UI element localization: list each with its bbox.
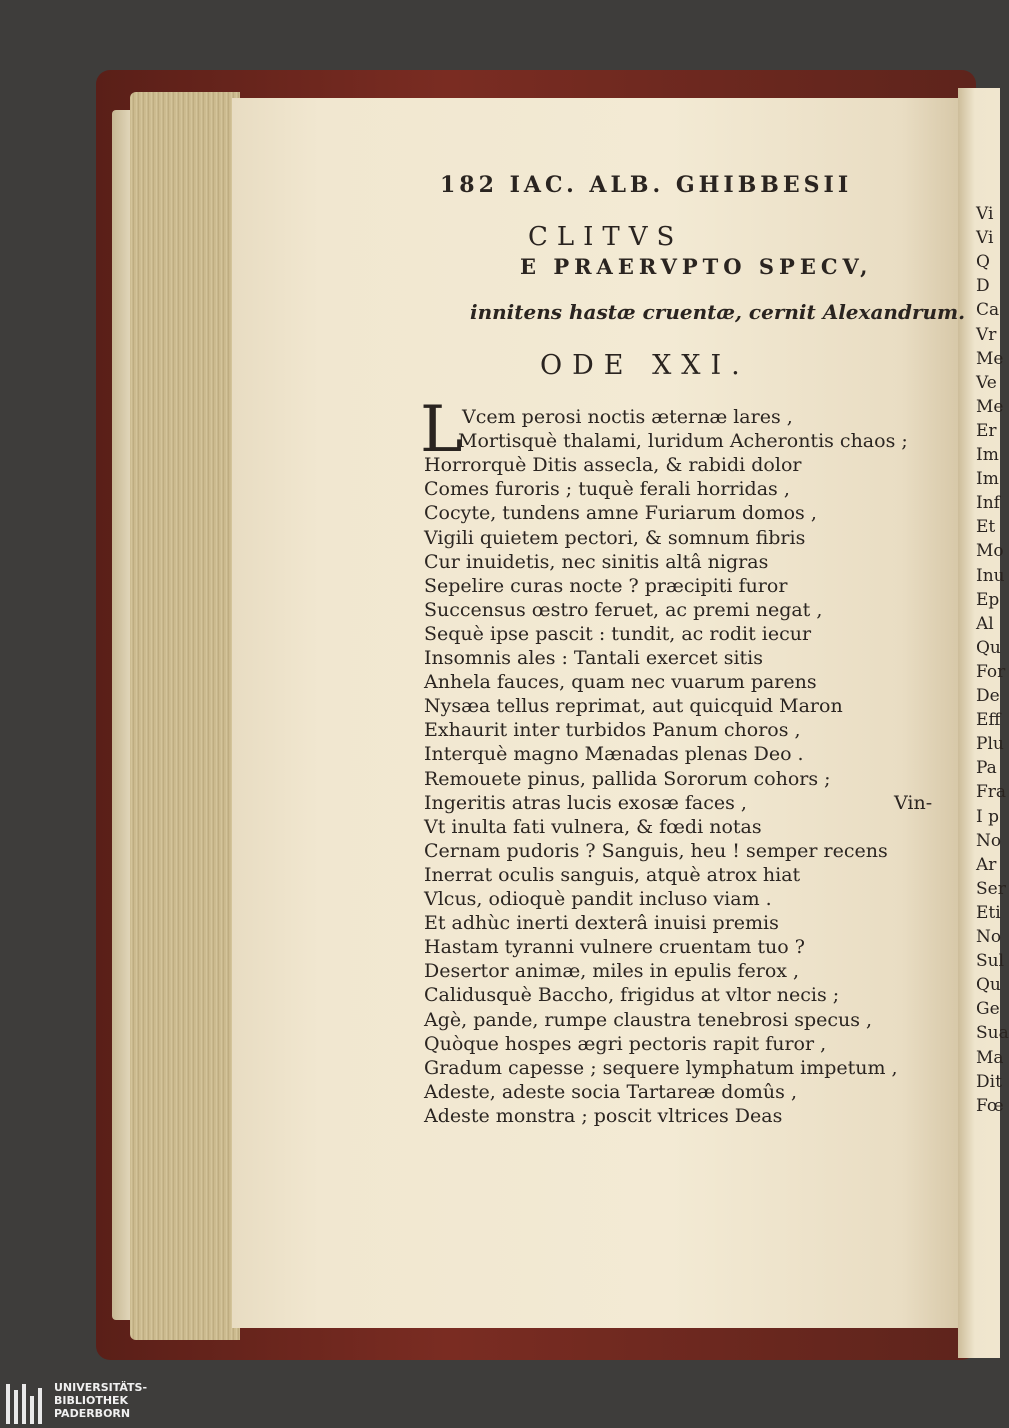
verse-line: Insomnis ales : Tantali exercet sitis <box>424 647 763 669</box>
verse-line: Hastam tyranni vulnere cruentam tuo ? <box>424 936 805 959</box>
verse-line: Comes furoris ; tuquè ferali horridas , <box>424 478 790 501</box>
right-page-line: Er <box>976 420 997 441</box>
verse-line: Calidusquè Baccho, frigidus at vltor necis ; <box>424 984 840 1007</box>
verse-line: Succensus œstro feruet, ac premi negat , <box>424 598 823 621</box>
right-page-line: Vr <box>976 324 997 345</box>
right-page-line: Qu <box>976 975 1001 996</box>
right-page-line: Ge <box>976 999 1000 1020</box>
ode-heading: ODE XXI. <box>540 350 750 381</box>
right-page-line: Sul <box>976 951 1005 972</box>
right-page-line: Me <box>976 396 1004 417</box>
poem-title-line2: E PRAERVPTO SPECV, <box>520 254 873 279</box>
page-edges <box>130 92 240 1340</box>
right-page-line: Pa <box>976 758 997 779</box>
verse-line: Mortisquè thalami, luridum Acherontis chaos ; <box>458 430 908 453</box>
verse-line: Vt inulta fati vulnera, & fœdi notas <box>424 815 762 838</box>
right-page-line: Im <box>976 445 999 465</box>
poem-title: CLITVS <box>528 222 684 252</box>
verse-line: Interquè magno Mænadas plenas Deo . <box>424 743 804 766</box>
right-page-line: Vi <box>976 204 994 224</box>
running-header: 182 IAC. ALB. GHIBBESII <box>440 172 853 198</box>
right-page-line: No <box>976 830 1002 851</box>
right-page-line: Sua <box>976 1023 1009 1044</box>
verse-line: Gradum capesse ; sequere lymphatum impetum , <box>424 1056 898 1079</box>
right-page-line: Vi <box>976 228 994 249</box>
verse-line: Horrorquè Ditis assecla, & rabidi dolor <box>424 454 802 477</box>
right-page-line: De <box>976 686 1000 706</box>
verse-line: Quòque hospes ægri pectoris rapit furor , <box>424 1032 827 1055</box>
verse-line: Sepelire curas nocte ? præcipiti furor <box>424 574 788 597</box>
logo-line-3: PADERBORN <box>54 1407 131 1420</box>
verse-line: Desertor animæ, miles in epulis ferox , <box>424 960 800 983</box>
verse-line: Adeste monstra ; poscit vltrices Deas <box>424 1104 783 1127</box>
verse-line: Anhela fauces, quam nec vuarum parens <box>424 671 817 694</box>
verse-line: Nysæa tellus reprimat, aut quicquid Maron <box>424 695 843 718</box>
verse-line: Vlcus, odioquè pandit incluso viam . <box>424 888 772 910</box>
right-page-fragment <box>958 88 1009 1358</box>
right-page-line: Inf <box>976 493 1000 514</box>
verse-line: Vigili quietem pectori, & somnum fibris <box>424 526 806 549</box>
right-page-line: Im <box>976 469 999 490</box>
verse-line: Vcem perosi noctis æternæ lares , <box>462 406 793 428</box>
right-page-line: Me <box>976 348 1004 369</box>
right-page-line: Fra <box>976 782 1007 803</box>
verse-line: Ingeritis atras lucis exosæ faces , <box>424 791 747 814</box>
right-page-line: Mo <box>976 541 1004 562</box>
right-page-line: Inu <box>976 565 1005 586</box>
right-page-line: Fœ <box>976 1095 1004 1116</box>
right-page-line: Dit <box>976 1071 1002 1092</box>
right-page-line: Et <box>976 517 996 538</box>
verse-line: Agè, pande, rumpe claustra tenebrosi specus , <box>424 1008 873 1031</box>
drop-cap: L <box>420 393 463 467</box>
catchword: Vin- <box>894 792 933 814</box>
logo-line-1: UNIVERSITÄTS- <box>54 1381 148 1394</box>
verse-line: Inerrat oculis sanguis, atquè atrox hiat <box>424 863 801 886</box>
logo-line-2: BIBLIOTHEK <box>54 1394 129 1407</box>
right-page-line: Eti <box>976 902 1001 923</box>
right-page-line: Ep <box>976 589 1000 610</box>
right-page-line: Ca <box>976 300 1000 321</box>
right-page-line: For <box>976 661 1006 682</box>
right-page-line: Eff <box>976 710 1001 731</box>
verse-line: Cur inuidetis, nec sinitis altâ nigras <box>424 550 769 573</box>
right-page-line: D <box>976 276 990 297</box>
right-page-line: Al <box>976 613 994 634</box>
library-footer <box>0 1378 1000 1428</box>
right-page-line: I p <box>976 806 1000 827</box>
right-page-line: Ma <box>976 1047 1004 1068</box>
right-page-line: No <box>976 927 1002 947</box>
verse-line: Et adhùc inerti dexterâ inuisi premis <box>424 912 779 935</box>
verse-line: Cocyte, tundens amne Furiarum domos , <box>424 502 817 525</box>
right-page-line: Ve <box>976 372 997 393</box>
verse-line: Sequè ipse pascit : tundit, ac rodit iecur <box>424 622 812 645</box>
verse-line: Adeste, adeste socia Tartareæ domûs , <box>424 1080 797 1103</box>
right-page-line: Ar <box>976 854 997 875</box>
right-page-line: Ser <box>976 878 1006 899</box>
verse-line: Cernam pudoris ? Sanguis, heu ! semper recens <box>424 839 888 862</box>
right-page-line: Plu <box>976 734 1004 755</box>
library-logo-text <box>54 1381 147 1420</box>
right-page-line: Q <box>976 252 990 273</box>
right-page-line: Qu <box>976 637 1001 658</box>
verse-line: Exhaurit inter turbidos Panum choros , <box>424 719 801 742</box>
verse-line: Remouete pinus, pallida Sororum cohors ; <box>424 767 831 790</box>
poem-subtitle: innitens hastæ cruentæ, cernit Alexandrum. <box>470 300 966 324</box>
library-logo-icon <box>6 1384 48 1424</box>
